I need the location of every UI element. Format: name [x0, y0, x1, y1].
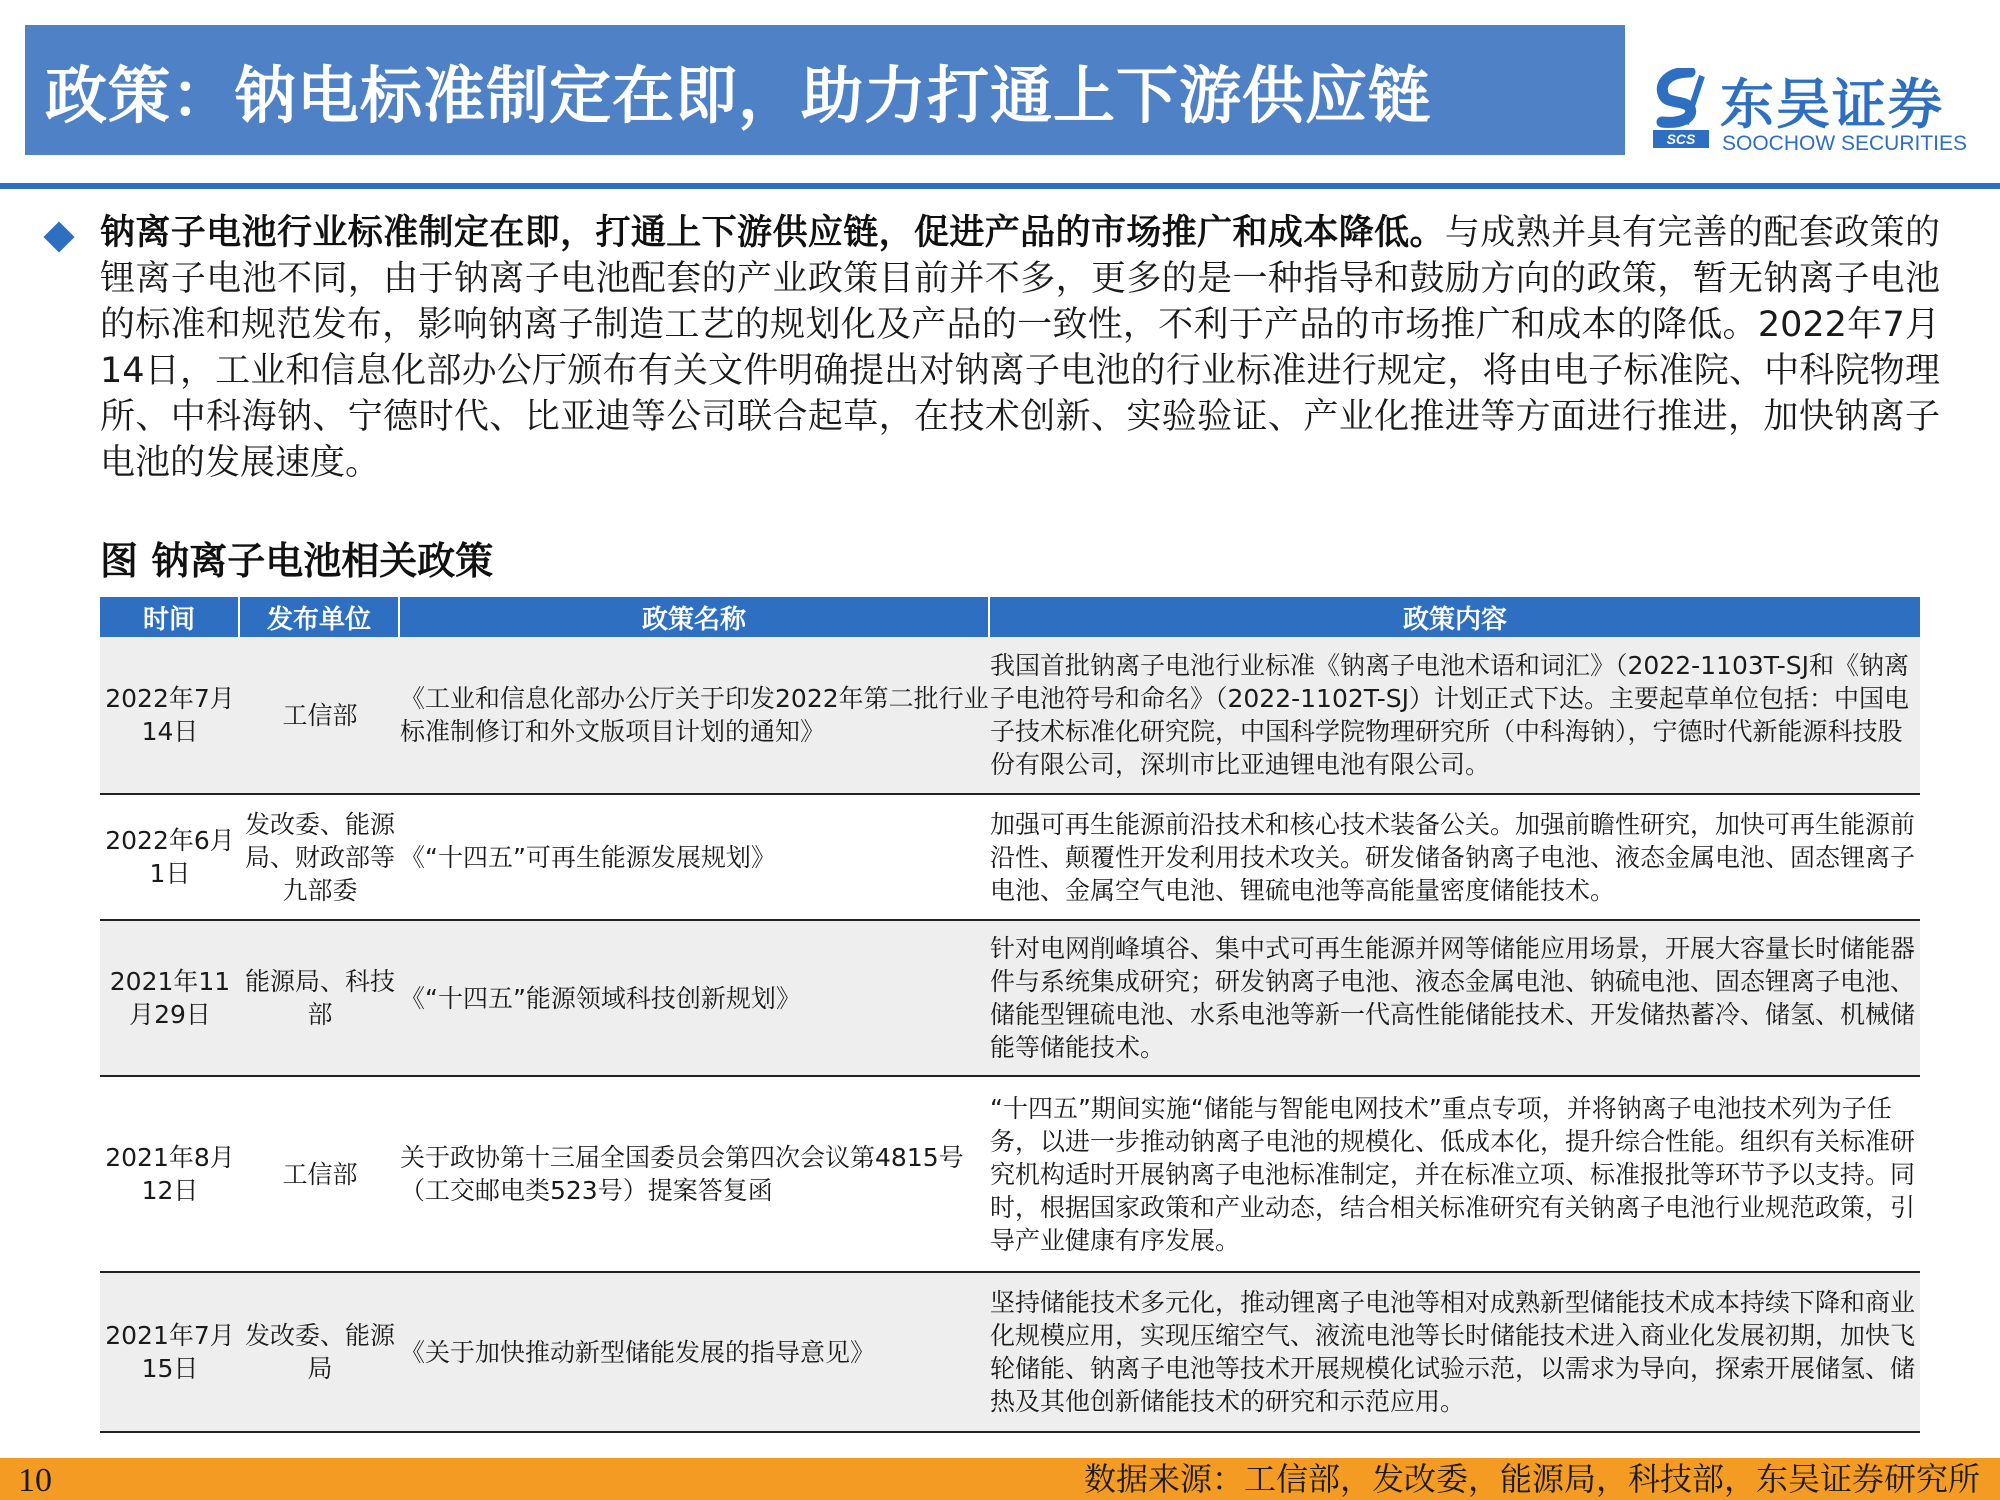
- table-row: [100, 795, 1920, 921]
- cell-issuer: 能源局、科技部: [244, 967, 395, 1029]
- cell-time: 2022年7月14日: [105, 684, 235, 746]
- page-title: 政策：钠电标准制定在即，助力打通上下游供应链: [45, 58, 1432, 132]
- data-source: 数据来源：工信部，发改委，能源局，科技部，东吴证券研究所: [1083, 1460, 1980, 1498]
- body-paragraph: [100, 210, 1940, 486]
- cell-time: 2021年7月15日: [105, 1321, 235, 1383]
- cell-policy-content: 我国首批钠离子电池行业标准《钠离子电池术语和词汇》（2022-1103T-SJ和《钠离子电池符号和命名》（2022-1102T-SJ）计划正式下达。主要起草单位包括：中国电子技术标准化研究院，中国科学院物理研究所（中科海钠），宁德时代新能源科技股份有限公司，深圳市比亚迪锂电池有限公司。: [990, 651, 1910, 779]
- cell-issuer: 发改委、能源局: [244, 1321, 395, 1383]
- cell-issuer: 工信部: [282, 700, 358, 730]
- cell-time: 2021年8月12日: [105, 1143, 235, 1205]
- table-row: [100, 637, 1920, 795]
- cell-policy-content: 坚持储能技术多元化，推动锂离子电池等相对成熟新型储能技术成本持续下降和商业化规模应用，实现压缩空气、液流电池等长时储能技术进入商业化发展初期，加快飞轮储能、钠离子电池等技术开展规模化试验示范，以需求为导向，探索开展储氢、储热及其他创新储能技术的研究和示范应用。: [990, 1288, 1916, 1416]
- header-policy-name: 政策名称: [400, 597, 990, 637]
- cell-policy-name: 《“十四五”能源领域科技创新规划》: [400, 983, 801, 1013]
- header-divider: [0, 183, 2000, 189]
- cell-policy-name: 《“十四五”可再生能源发展规划》: [400, 842, 776, 872]
- cell-policy-content: 加强可再生能源前沿技术和核心技术装备公关。加强前瞻性研究，加快可再生能源前沿性、颠覆性开发利用技术攻关。研发储备钠离子电池、液态金属电池、固态锂离子电池、金属空气电池、锂硫电池等高能量密度储能技术。: [990, 809, 1916, 905]
- soochow-logo-icon: [1650, 68, 1712, 128]
- cell-policy-content: 针对电网削峰填谷、集中式可再生能源并网等储能应用场景，开展大容量长时储能器件与系统集成研究；研发钠离子电池、液态金属电池、钠硫电池、固态锂离子电池、储能型锂硫电池、水系电池等新一代高性能储能技术、开发储热蓄冷、储氢、机械储能等储能技术。: [990, 934, 1916, 1062]
- diamond-bullet-icon: [43, 221, 74, 252]
- page-number: 10: [18, 1462, 52, 1499]
- logo-abbr: SCS: [1653, 130, 1709, 148]
- table-row: [100, 1273, 1920, 1433]
- lead-text: 与成熟并具有完善的配套政策的锂离子电池不同，由于钠离子电池配套的产业政策目前并不多，更多的是一种指导和鼓励方向的政策，暂无钠离子电池的标准和规范发布，影响钠离子制造工艺的规划化及产品的一致性，不利于产品的市场推广和成本的降低。2022年7月14日，工业和信息化部办公厅颁布有关文件明确提出对钠离子电池的行业标准进行规定，将由电子标准院、中科院物理所、中科海钠、宁德时代、比亚迪等公司联合起草，在技术创新、实验验证、产业化推进等方面进行推进，加快钠离子电池的发展速度。: [100, 213, 1940, 483]
- table-row: [100, 921, 1920, 1077]
- logo-en-name: SOOCHOW SECURITIES: [1722, 132, 1968, 155]
- cell-issuer: 发改委、能源局、财政部等九部委: [244, 809, 395, 905]
- policy-table: [100, 597, 1920, 1433]
- table-header: [100, 597, 1920, 637]
- company-logo: [1650, 62, 1968, 162]
- cell-policy-name: 《关于加快推动新型储能发展的指导意见》: [400, 1337, 876, 1367]
- logo-cn-name: 东吴证券: [1720, 73, 1944, 136]
- header-policy-content: 政策内容: [1402, 604, 1507, 635]
- cell-policy-content: “十四五”期间实施“储能与智能电网技术”重点专项，并将钠离子电池技术列为子任务，以进一步推动钠离子电池的规模化、低成本化，提升综合性能。组织有关标准研究机构适时开展钠离子电池标准制定，并在标准立项、标准报批等环节予以支持。同时，根据国家政策和产业动态，结合相关标准研究有关钠离子电池行业规范政策，引导产业健康有序发展。: [990, 1093, 1916, 1255]
- header-time: 时间: [100, 597, 240, 637]
- figure-title: 图 钠离子电池相关政策: [100, 539, 494, 583]
- title-bar: [25, 25, 1625, 155]
- cell-issuer: 工信部: [282, 1159, 358, 1189]
- header-issuer: 发布单位: [240, 597, 400, 637]
- cell-policy-name: 关于政协第十三届全国委员会第四次会议第4815号（工交邮电类523号）提案答复函: [400, 1143, 964, 1205]
- cell-time: 2022年6月1日: [105, 826, 235, 888]
- cell-time: 2021年11月29日: [109, 967, 231, 1029]
- lead-bold: 钠离子电池行业标准制定在即，打通上下游供应链，促进产品的市场推广和成本降低。: [100, 213, 1445, 253]
- cell-policy-name: 《工业和信息化部办公厅关于印发2022年第二批行业标准制修订和外文版项目计划的通知》: [400, 684, 989, 746]
- table-row: [100, 1077, 1920, 1273]
